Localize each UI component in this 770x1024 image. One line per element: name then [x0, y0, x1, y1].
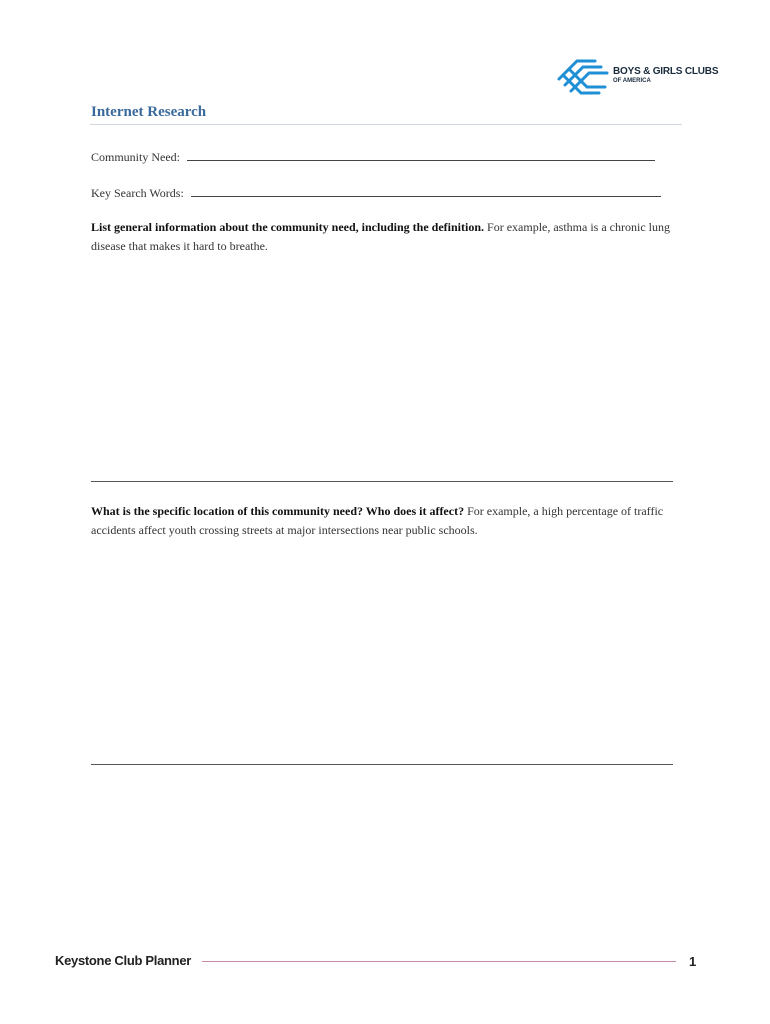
page-title: Internet Research — [91, 104, 207, 120]
bgca-logo — [555, 55, 725, 97]
community-need-label: Community Need: — [91, 150, 180, 164]
footer-title: Keystone Club Planner — [55, 953, 192, 968]
footer-divider — [202, 961, 676, 962]
prompt-general-info — [91, 218, 681, 256]
logo-name: BOYS & GIRLS CLUBS — [613, 66, 719, 77]
prompt-location-question: What is the specific location of this community need? Who does it affect? — [91, 504, 465, 518]
prompt-location — [91, 502, 681, 540]
key-search-words-input[interactable] — [191, 184, 661, 197]
page-number: 1 — [689, 954, 697, 969]
logo-subname: OF AMERICA — [613, 78, 651, 84]
community-need-field — [91, 148, 655, 165]
community-need-input[interactable] — [187, 148, 655, 161]
title-divider — [90, 124, 682, 125]
prompt-general-info-question: List general information about the community need, including the definition. — [91, 220, 485, 234]
answer-line-general-info[interactable] — [91, 481, 673, 482]
key-search-words-label: Key Search Words: — [91, 186, 184, 200]
key-search-words-field — [91, 184, 661, 201]
prompt-general-info-example: For example, asthma is a chronic lung disease that makes it hard to breathe. — [91, 220, 670, 253]
bgca-hands-logo-icon — [555, 55, 611, 97]
answer-line-location[interactable] — [91, 764, 673, 765]
prompt-location-example: For example, a high percentage of traffic accidents affect youth crossing streets at major intersections near public schools. — [91, 504, 664, 537]
